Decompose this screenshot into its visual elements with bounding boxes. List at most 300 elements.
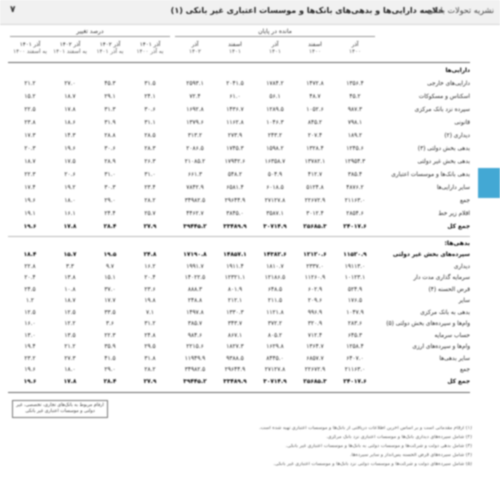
- row-label: سپرده‌های بخش غیر دولتی: [392, 252, 470, 258]
- table-row: [0, 273, 470, 284]
- table-cell: ۱۴۳۸۲.۶: [263, 252, 287, 258]
- table-row: [0, 170, 470, 181]
- note-box: ارقام مربوط به بانک‌های تجاری، تخصصی، غیر دولتی و موسسات اعتباری غیر بانکی: [12, 400, 108, 418]
- table-cell: ۱۸.۷: [64, 94, 76, 100]
- table-cell: ۱۱۲۱.۸: [266, 309, 284, 316]
- footnote: (۳) شامل بدهی دولت و شرکت‌ها و موسسات دولتی به بانک‌ها و موسسات اعتباری غیر بانکی.: [285, 444, 472, 449]
- table-cell: ۱۹.۶: [24, 367, 36, 373]
- table-cell: ۲۲۶۷۲.۹: [304, 198, 326, 204]
- table-cell: ۱۴.۳: [64, 133, 76, 139]
- table-row: [0, 319, 470, 330]
- column-header-sub: ۱۴۰۱: [268, 49, 282, 55]
- table-cell: ۸۰۵.۲: [267, 332, 283, 339]
- table-cell: ۶۱.۰: [229, 94, 241, 100]
- table-cell: ۳۳.۵: [104, 309, 116, 316]
- table-row: [0, 262, 470, 273]
- row-label: سپرده نزد بانک مرکزی: [414, 107, 470, 113]
- header-rule: [8, 62, 470, 63]
- table-cell: ۱۷۸۴.۲: [266, 81, 284, 87]
- column-header-sub: ۱۴۰۰: [308, 49, 322, 55]
- table-row: [0, 144, 470, 155]
- table-cell: ۱۳۲۸.۴: [306, 146, 324, 152]
- row-label: بدهی بخش دولتی (۳): [417, 146, 470, 152]
- table-row: [0, 209, 470, 220]
- table-cell: ۶۸۵۷.۷: [306, 355, 324, 362]
- table-cell: ۱۲۳۲۱.۱: [224, 275, 246, 281]
- column-header-0: [335, 42, 375, 56]
- table-cell: ۲۰۸۶.۵: [186, 146, 204, 152]
- table-cell: ۳۲۰.۹: [307, 321, 323, 327]
- table-cell: ۸۶۷.۱: [227, 332, 243, 339]
- table-cell: ۳۱.۲: [144, 321, 156, 327]
- table-cell: ۱۳۷۹.۶: [186, 120, 204, 126]
- table-cell: ۱۲.۵: [24, 309, 36, 316]
- table-cell: ۲۱.۲: [24, 81, 36, 87]
- table-cell: ۴۵.۳: [104, 81, 116, 87]
- table-cell: ۱۶۹۲.۸: [186, 107, 204, 113]
- table-bottom-rule: [8, 392, 470, 393]
- table-cell: ۱۹۱۱.۴: [226, 263, 244, 270]
- table-cell: ۱۴۳۶.۷: [226, 107, 244, 113]
- table-cell: ۳۱.۰: [144, 172, 156, 178]
- table-cell: ۱۵۹۸.۲: [266, 146, 284, 152]
- table-cell: ۲۰۷.۴: [307, 133, 323, 139]
- table-cell: ۹۸۴.۶: [187, 332, 203, 339]
- table-cell: ۲۵۶۸۵.۳: [303, 378, 327, 385]
- publication-name: نشریه تحولات بانکی: [427, 6, 494, 15]
- footnote: (۴) شامل سپرده‌های قرض الحسنه پس‌انداز و سایر سپرده‌ها.: [350, 453, 472, 458]
- page-title: خلاصه دارایی‌ها و بدهی‌های بانک‌ها و موسسات اعتباری غیر بانکی (۱): [170, 6, 444, 15]
- footnote: (۱) ارقام مقدماتی است و بر اساس آخرین اطلاعات دریافتی از بانک‌ها و موسسات اعتباری تهیه شده است.: [259, 426, 472, 431]
- table-cell: ۳۰۱۲.۴: [306, 211, 324, 217]
- row-label: جمع کل: [447, 378, 470, 385]
- table-row: [0, 157, 470, 168]
- table-cell: ۱۱۲۶۰.۹: [304, 275, 326, 281]
- table-cell: ۱۸۹.۲: [347, 133, 363, 139]
- table-cell: ۵۶.۱: [269, 94, 281, 100]
- table-cell: ۱۶.۰: [24, 321, 36, 327]
- table-cell: ۵۴۸.۲: [227, 172, 243, 178]
- table-row: [0, 196, 470, 207]
- table-cell: ۳۷.۰: [104, 286, 116, 293]
- table-cell: ۹۹۶.۹: [307, 309, 323, 316]
- table-cell: ۲۸.۸: [104, 133, 116, 139]
- table-cell: ۲۰.۴: [24, 275, 36, 281]
- table-cell: ۳۰۷۱۴.۹: [263, 224, 287, 230]
- table-cell: ۴۵.۲: [349, 94, 361, 100]
- table-cell: ۴۸۷۶.۲: [346, 185, 364, 191]
- table-cell: ۱۹۹۱.۷: [186, 263, 204, 270]
- table-cell: ۳۷۲.۲: [267, 321, 283, 327]
- table-cell: ۱۱۵۲۰.۹: [343, 252, 367, 258]
- table-cell: ۶۴۸.۵: [267, 286, 283, 293]
- table-row: [0, 308, 470, 319]
- table-cell: ۲۳.۴: [144, 185, 156, 191]
- table-cell: ۱۹.۵: [103, 252, 117, 258]
- liabilities-title: بدهی‌ها:: [444, 240, 470, 247]
- table-cell: ۱۳.۵: [64, 332, 76, 339]
- table-cell: ۱۸۲۷.۳: [226, 344, 244, 350]
- table-cell: ۱۰۴۶.۳: [266, 120, 284, 126]
- table-cell: ۱۳۷۸۲.۱: [304, 159, 326, 165]
- table-cell: ۲۳.۲: [24, 355, 36, 362]
- table-cell: ۲۸.۴: [103, 224, 117, 230]
- table-cell: ۲۸۵۴.۶: [346, 211, 364, 217]
- table-cell: ۱۷۹۴۲.۶: [224, 159, 246, 165]
- table-cell: ۱۳۳۰.۳: [226, 309, 244, 316]
- table-cell: ۲۳.۶: [144, 286, 156, 293]
- table-cell: ۱۹.۲: [64, 185, 76, 191]
- table-row: [0, 131, 470, 142]
- table-cell: ۱۲.۵: [64, 309, 76, 316]
- table-cell: ۲۲۶۷۲.۹: [304, 367, 326, 373]
- table-cell: ۲۹۶۴۴.۹: [224, 367, 246, 373]
- table-cell: ۳.۳: [65, 263, 75, 270]
- section-tab-marker: [478, 168, 500, 198]
- table-cell: ۱۷.۴: [24, 185, 36, 191]
- table-cell: ۱۷.۸: [63, 224, 77, 230]
- column-header-sub: به آذر ۱۴۰۱: [96, 49, 124, 55]
- row-label: سایر دارایی‌ها: [436, 185, 470, 191]
- row-label: جمع: [459, 198, 470, 204]
- table-cell: ۱۳۵۶.۴: [346, 81, 364, 87]
- table-row: [0, 92, 470, 103]
- row-label: حساب سرمایه: [434, 332, 470, 339]
- table-cell: ۳۱.۱: [144, 120, 156, 126]
- table-row: [0, 331, 470, 342]
- table-cell: ۲۹.۰: [104, 198, 116, 204]
- row-label: اسکناس و مسکوکات: [418, 94, 470, 100]
- table-cell: ۱۵.۱: [104, 275, 116, 281]
- column-header-6: [90, 42, 130, 56]
- table-cell: ۲۲.۵: [24, 107, 36, 113]
- table-cell: ۲۴۳.۲: [267, 133, 283, 139]
- table-cell: ۳۰.۳: [104, 185, 116, 191]
- table-cell: ۲۹۶۴۴.۹: [224, 198, 246, 204]
- table-cell: ۲۵۹۳.۱: [186, 81, 204, 87]
- table-cell: ۹۸۷.۳: [347, 107, 363, 113]
- table-cell: ۲۸۳.۶: [347, 321, 363, 327]
- table-cell: ۲۷.۰: [64, 81, 76, 87]
- table-cell: ۸۴۵.۲: [307, 120, 323, 126]
- table-cell: ۱۹.۶: [64, 146, 76, 152]
- page-number: ۷: [10, 5, 16, 15]
- table-cell: ۱۸.۷: [24, 159, 36, 165]
- footnote: (۵) شامل سپرده‌های دولت و شرکت‌ها و موسسات دولتی نزد بانک‌ها و موسسات اعتباری غیر بانکی.: [273, 462, 472, 467]
- table-cell: ۴۱.۵: [104, 355, 116, 362]
- table-cell: ۶۴۰۷.۰: [346, 355, 364, 362]
- table-cell: ۷۹۸.۱: [347, 120, 363, 126]
- table-cell: ۱۲۸۹.۵: [266, 107, 284, 113]
- table-cell: ۱۷۱۹۰.۸: [183, 252, 207, 258]
- table-row: [0, 377, 470, 388]
- table-cell: ۳۱.۰: [104, 172, 116, 178]
- table-cell: ۲۱.۲: [64, 344, 76, 350]
- table-cell: ۲۹.۱: [104, 94, 116, 100]
- table-cell: ۲۱۱۶۳.۰: [344, 367, 366, 373]
- row-label: بدهی به بانک مرکزی: [420, 309, 470, 316]
- table-cell: ۲۸.۲: [144, 198, 156, 204]
- table-cell: ۳۱.۹: [104, 120, 116, 126]
- table-cell: ۷۲.۴: [189, 94, 201, 100]
- table-cell: ۱۳.۰: [24, 332, 36, 339]
- table-cell: ۲۹.۰: [104, 367, 116, 373]
- table-cell: ۱۰۴۷.۹: [346, 309, 364, 316]
- table-cell: ۹.۷: [105, 263, 115, 270]
- table-cell: ۵۱۲۴.۸: [306, 185, 324, 191]
- group-rule-balance: [175, 36, 375, 37]
- table-cell: ۲۷۱۲۷.۸: [264, 367, 286, 373]
- table-cell: ۲۵.۷: [144, 211, 156, 217]
- row-label: دارایی‌ها: [445, 68, 470, 74]
- table-cell: ۲۴۸.۸: [187, 298, 203, 304]
- table-cell: ۱۷۶.۵: [347, 298, 363, 304]
- group-header-change: درصد تغییر: [76, 28, 104, 35]
- table-cell: ۲۳.۸: [24, 120, 36, 126]
- column-header-label: آذر ۱۴۰۱: [19, 42, 41, 48]
- table-row: [0, 183, 470, 194]
- table-cell: ۲۴.۴: [104, 211, 116, 217]
- section-rule: [8, 236, 470, 237]
- table-cell: ۱۲۴۵.۶: [346, 146, 364, 152]
- table-cell: ۱۹.۴: [24, 344, 36, 350]
- table-cell: ۷.۱: [145, 309, 155, 316]
- table-row: [0, 118, 470, 129]
- table-cell: ۲۰۹.۶: [307, 298, 323, 304]
- table-row: [0, 285, 470, 296]
- group-header-balance: مانده در پایان: [258, 28, 292, 35]
- table-cell: ۱۸.۴: [23, 252, 37, 258]
- table-cell: ۱۳۶۴.۷: [306, 344, 324, 350]
- table-cell: ۱۸۱۰.۷: [266, 263, 284, 270]
- table-cell: ۹۳۸۸.۵: [226, 355, 244, 362]
- table-cell: ۲۴.۱: [144, 94, 156, 100]
- table-cell: ۲۷.۹: [143, 224, 157, 230]
- column-header-4: [175, 42, 215, 56]
- table-cell: ۱۴۸۵۷.۱: [223, 252, 247, 258]
- row-label: جمع کل: [447, 224, 470, 230]
- table-cell: ۳۰.۶: [144, 107, 156, 113]
- table-cell: ۲۸.۲: [144, 367, 156, 373]
- table-cell: ۳۵.۹: [104, 344, 116, 350]
- table-cell: ۱۵.۷: [63, 252, 77, 258]
- table-cell: ۱۹.۶: [23, 378, 37, 385]
- table-cell: ۲۸.۴: [103, 378, 117, 385]
- table-cell: ۲۸.۳: [144, 146, 156, 152]
- table-cell: ۲۴.۸: [143, 252, 157, 258]
- footnote: (۲) شامل سپرده‌های دیداری بانک‌ها و موسسات اعتباری نزد بانک مرکزی.: [326, 435, 472, 440]
- table-cell: ۳۵۸۷.۱: [266, 211, 284, 217]
- table-cell: ۸۰۱.۹: [227, 286, 243, 293]
- table-cell: ۲۷.۹: [143, 378, 157, 385]
- table-cell: ۱۲۵۸.۴: [346, 344, 364, 350]
- column-header-label: آذر: [271, 42, 279, 48]
- table-cell: ۲۲۱۵.۶: [186, 344, 204, 350]
- table-cell: ۶۰۱۸.۵: [266, 185, 284, 191]
- table-cell: ۲۴.۸: [144, 332, 156, 339]
- table-row: [0, 342, 470, 353]
- row-label: اقلام زیر خط: [438, 211, 470, 217]
- table-cell: ۱۰۵۲.۶: [306, 107, 324, 113]
- table-cell: ۱۶۲۹.۸: [266, 344, 284, 350]
- table-cell: ۲۵۶۸۵.۳: [303, 224, 327, 230]
- table-cell: ۴۴۶۲.۷: [186, 211, 204, 217]
- table-cell: ۱۷.۸: [64, 107, 76, 113]
- table-cell: ۲۷۳.۹: [227, 133, 243, 139]
- table-cell: ۳۴۹۸۲.۵: [184, 367, 206, 373]
- table-cell: ۲۸.۵: [144, 133, 156, 139]
- table-cell: ۱۹.۱: [24, 211, 36, 217]
- table-cell: ۴۱۲.۷: [307, 172, 323, 178]
- table-row: [0, 222, 470, 233]
- column-header-5: [130, 42, 170, 56]
- table-row: [0, 365, 470, 376]
- table-cell: ۱۵.۲: [24, 94, 36, 100]
- table-cell: ۲۰.۴: [144, 275, 156, 281]
- table-cell: ۲۰۴۱.۵: [226, 81, 244, 87]
- table-cell: ۳۱۳.۲: [187, 133, 203, 139]
- column-header-2: [255, 42, 295, 56]
- table-cell: ۳۸۵.۴: [347, 172, 363, 178]
- table-cell: ۱۸.۷: [64, 298, 76, 304]
- column-header-label: اسفند: [308, 42, 322, 48]
- table-cell: ۱۷.۸: [63, 378, 77, 385]
- table-cell: ۲۱۱۶۳.۰: [344, 198, 366, 204]
- page-header: [0, 0, 500, 25]
- column-header-label: آذر ۱۴۰۱: [139, 42, 161, 48]
- table-cell: ۶۴۵.۳: [347, 332, 363, 339]
- table-cell: ۱۱۹۴۹.۹: [184, 355, 206, 362]
- table-cell: ۳۰۷۱۴.۹: [263, 378, 287, 385]
- column-header-7: [50, 42, 90, 56]
- column-header-sub: به آذر ۱۴۰۰: [136, 49, 164, 55]
- table-cell: ۱۸.۰: [64, 198, 76, 204]
- row-label: قانونی: [454, 120, 470, 126]
- table-cell: ۲۴.۵: [24, 286, 36, 293]
- table-row: [0, 79, 470, 90]
- row-label: سایر: [458, 298, 470, 304]
- table-cell: ۳۱.۸: [144, 355, 156, 362]
- table-cell: ۲۲.۳: [24, 172, 36, 178]
- table-cell: ۱۹.۸: [144, 298, 156, 304]
- table-cell: ۵۰۴.۹: [267, 172, 283, 178]
- table-cell: ۱۴۹۷.۸: [186, 309, 204, 316]
- column-header-sub: ۱۴۰۲: [188, 49, 202, 55]
- table-cell: ۶۵۸۱.۴: [226, 185, 244, 191]
- table-cell: ۳۹۴۴۵.۲: [183, 378, 207, 385]
- table-cell: ۶۰۲.۹: [307, 286, 323, 293]
- table-cell: ۳۸۵.۷: [187, 321, 203, 327]
- column-header-label: آذر: [351, 42, 359, 48]
- table-cell: ۳۳۴۸۹.۹: [223, 378, 247, 385]
- table-cell: ۲۳۳۷.۰: [306, 263, 324, 270]
- table-cell: ۲۹.۵: [144, 344, 156, 350]
- row-label: سرمایه گذاری مدت دار: [413, 275, 470, 281]
- table-cell: ۲۲.۳: [104, 332, 116, 339]
- table-row: [0, 66, 470, 77]
- table-cell: ۱۰.۸: [64, 286, 76, 293]
- table-row: [0, 296, 470, 307]
- table-cell: ۱۲۱۲۰.۶: [303, 252, 327, 258]
- table-cell: ۲۷.۳: [64, 355, 76, 362]
- table-cell: ۷۸۴۲.۹: [186, 185, 204, 191]
- table-cell: ۱۲۱۸۶.۵: [264, 275, 286, 281]
- table-cell: ۱۷.۵: [64, 159, 76, 165]
- table-cell: ۲۴۰۱۷.۶: [343, 378, 367, 385]
- row-label: دارایی‌های خارجی: [427, 81, 470, 87]
- row-label: دیداری (۲): [444, 133, 470, 139]
- table-cell: ۴۸.۷: [309, 94, 321, 100]
- column-header-label: آذر ۱۴۰۲: [99, 42, 121, 48]
- table-cell: ۳۰.۶: [104, 146, 116, 152]
- table-cell: ۱۷۴۵.۳: [226, 146, 244, 152]
- table-cell: ۲۱۰۸۵.۲: [184, 159, 206, 165]
- row-label: بدهی بانک‌ها و موسسات اعتباری: [391, 172, 470, 178]
- table-cell: ۱۹.۶: [23, 224, 37, 230]
- table-cell: ۳۸۴۵.۰: [226, 211, 244, 217]
- column-header-label: آذر: [191, 42, 199, 48]
- table-cell: ۲۶.۳: [144, 159, 156, 165]
- table-cell: ۱۷.۷: [104, 298, 116, 304]
- table-cell: ۱۴۰۲۲.۵: [184, 275, 206, 281]
- table-cell: ۲۲.۸: [24, 263, 36, 270]
- row-label: قرض الحسنه (۴): [428, 286, 470, 293]
- table-cell: ۱۸.۶: [64, 120, 76, 126]
- table-cell: ۳.۶: [105, 321, 115, 327]
- table-cell: ۲۱۲.۱: [227, 298, 243, 304]
- table-cell: ۳۳۴۸۹.۹: [223, 224, 247, 230]
- table-cell: ۸۸۸.۳: [187, 286, 203, 293]
- table-cell: ۲۰.۶: [64, 172, 76, 178]
- table-cell: ۱۹۱۱۳.۰: [344, 263, 366, 270]
- table-cell: ۳۴۹۸۲.۵: [184, 198, 206, 204]
- table-cell: ۶۶۱.۳: [187, 172, 203, 178]
- row-label: دیداری: [453, 263, 470, 270]
- column-header-3: [215, 42, 255, 56]
- table-cell: ۱۶۳۵۸.۷: [264, 159, 286, 165]
- table-cell: ۳۴۳.۷: [227, 321, 243, 327]
- column-header-sub: ۱۴۰۱: [228, 49, 242, 55]
- table-row: [0, 105, 470, 116]
- table-cell: ۱۶.۱: [64, 211, 76, 217]
- table-cell: ۱۱۶۲.۸: [226, 120, 244, 126]
- row-label: وام‌ها و سپرده‌های ارزی: [412, 344, 470, 350]
- table-cell: ۱۳.۸: [64, 275, 76, 281]
- table-cell: ۸۴۴۵.۰: [266, 355, 284, 362]
- column-header-8: [10, 42, 50, 56]
- column-header-sub: به اسفند ۱۴۰۱: [53, 49, 87, 55]
- row-label: جمع: [459, 367, 470, 373]
- column-header-label: آذر ۱۴۰۲: [59, 42, 81, 48]
- table-row: [0, 250, 470, 261]
- group-rule-change: [10, 36, 170, 37]
- row-label: وام‌ها و سپرده‌های بخش دولتی (۵): [386, 321, 470, 327]
- table-cell: ۷۱۲.۴: [307, 332, 323, 339]
- table-cell: ۱۷.۳: [24, 133, 36, 139]
- table-cell: ۱۲.۲: [64, 321, 76, 327]
- table-cell: ۱.۲: [25, 298, 35, 304]
- table-cell: ۲۸.۹: [104, 159, 116, 165]
- table-cell: ۳۱.۳: [104, 107, 116, 113]
- table-cell: ۵۲۴.۹: [347, 286, 363, 293]
- table-cell: ۱۰۱۲۳.۱: [344, 275, 366, 281]
- table-cell: ۱۲۹۵۴.۳: [344, 159, 366, 165]
- table-cell: ۳۱.۵: [144, 81, 156, 87]
- row-label: بدهی بخش غیر دولتی: [417, 159, 470, 165]
- column-header-1: [295, 42, 335, 56]
- table-cell: ۳۹۴۴۵.۲: [183, 224, 207, 230]
- table-cell: ۲۰.۳: [24, 146, 36, 152]
